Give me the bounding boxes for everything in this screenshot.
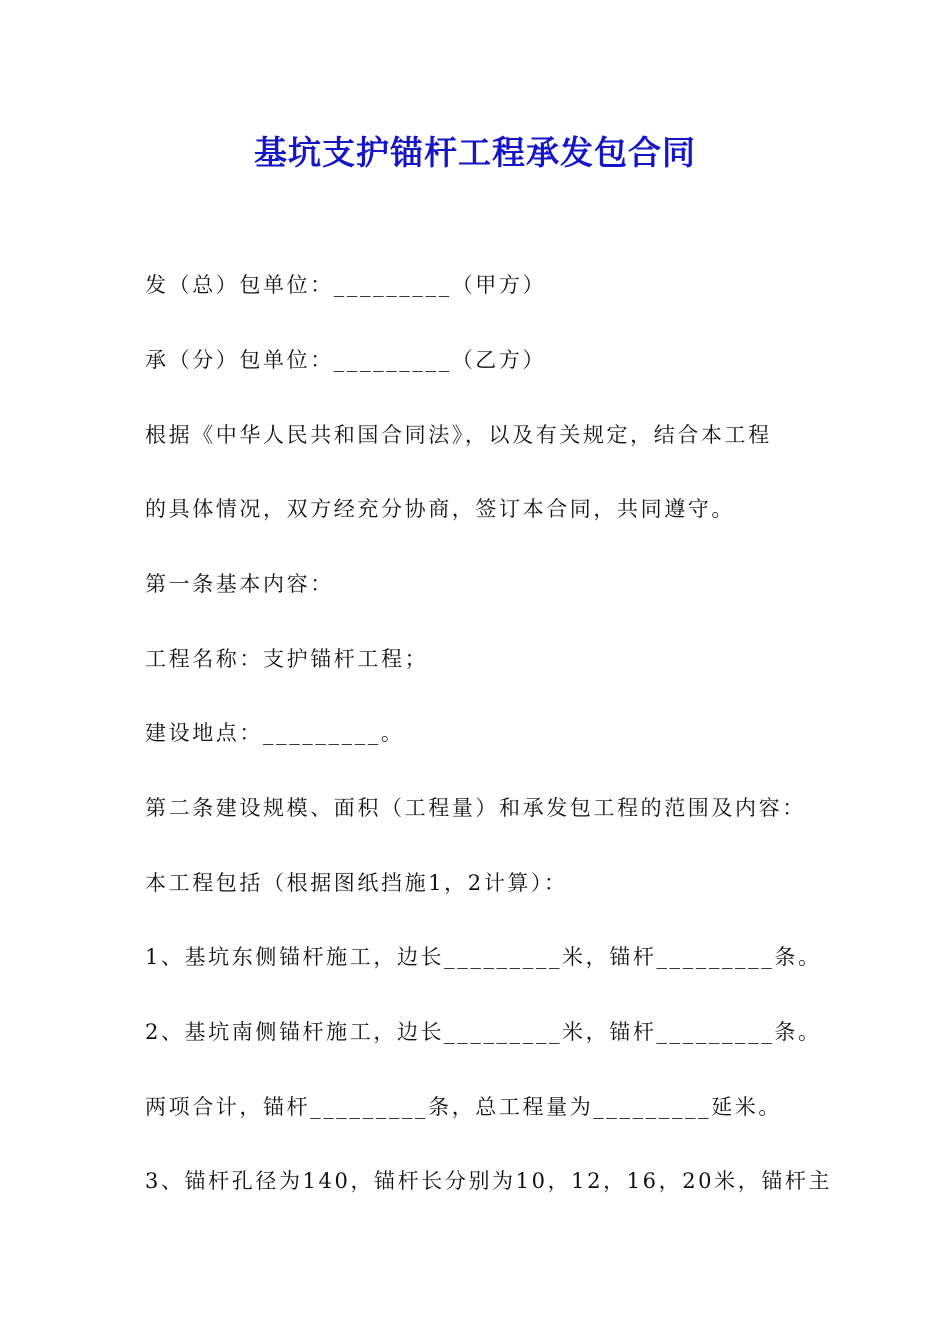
item-1-line: 1、基坑东侧锚杆施工，边长_________米，锚杆_________条。: [145, 945, 822, 969]
article-1-heading: 第一条基本内容：: [145, 572, 334, 596]
location-line: 建设地点：_________。: [145, 721, 405, 745]
preamble-line-2: 的具体情况，双方经充分协商，签订本合同，共同遵守。: [145, 497, 735, 521]
total-line: 两项合计，锚杆_________条，总工程量为_________延米。: [145, 1095, 782, 1119]
item-2-line: 2、基坑南侧锚杆施工，边长_________米，锚杆_________条。: [145, 1020, 822, 1044]
item-3-line: 3、锚杆孔径为140，锚杆长分别为10，12，16，20米，锚杆主: [145, 1169, 833, 1193]
scope-intro-line: 本工程包括（根据图纸挡施1，2计算）：: [145, 871, 568, 895]
document-title: 基坑支护锚杆工程承发包合同: [254, 133, 696, 172]
party-a-line: 发（总）包单位：_________（甲方）: [145, 273, 547, 297]
party-b-line: 承（分）包单位：_________（乙方）: [145, 348, 547, 372]
project-name-line: 工程名称：支护锚杆工程；: [145, 647, 429, 671]
preamble-line-1: 根据《中华人民共和国合同法》，以及有关规定，结合本工程: [145, 423, 772, 447]
article-2-heading: 第二条建设规模、面积（工程量）和承发包工程的范围及内容：: [145, 796, 806, 820]
